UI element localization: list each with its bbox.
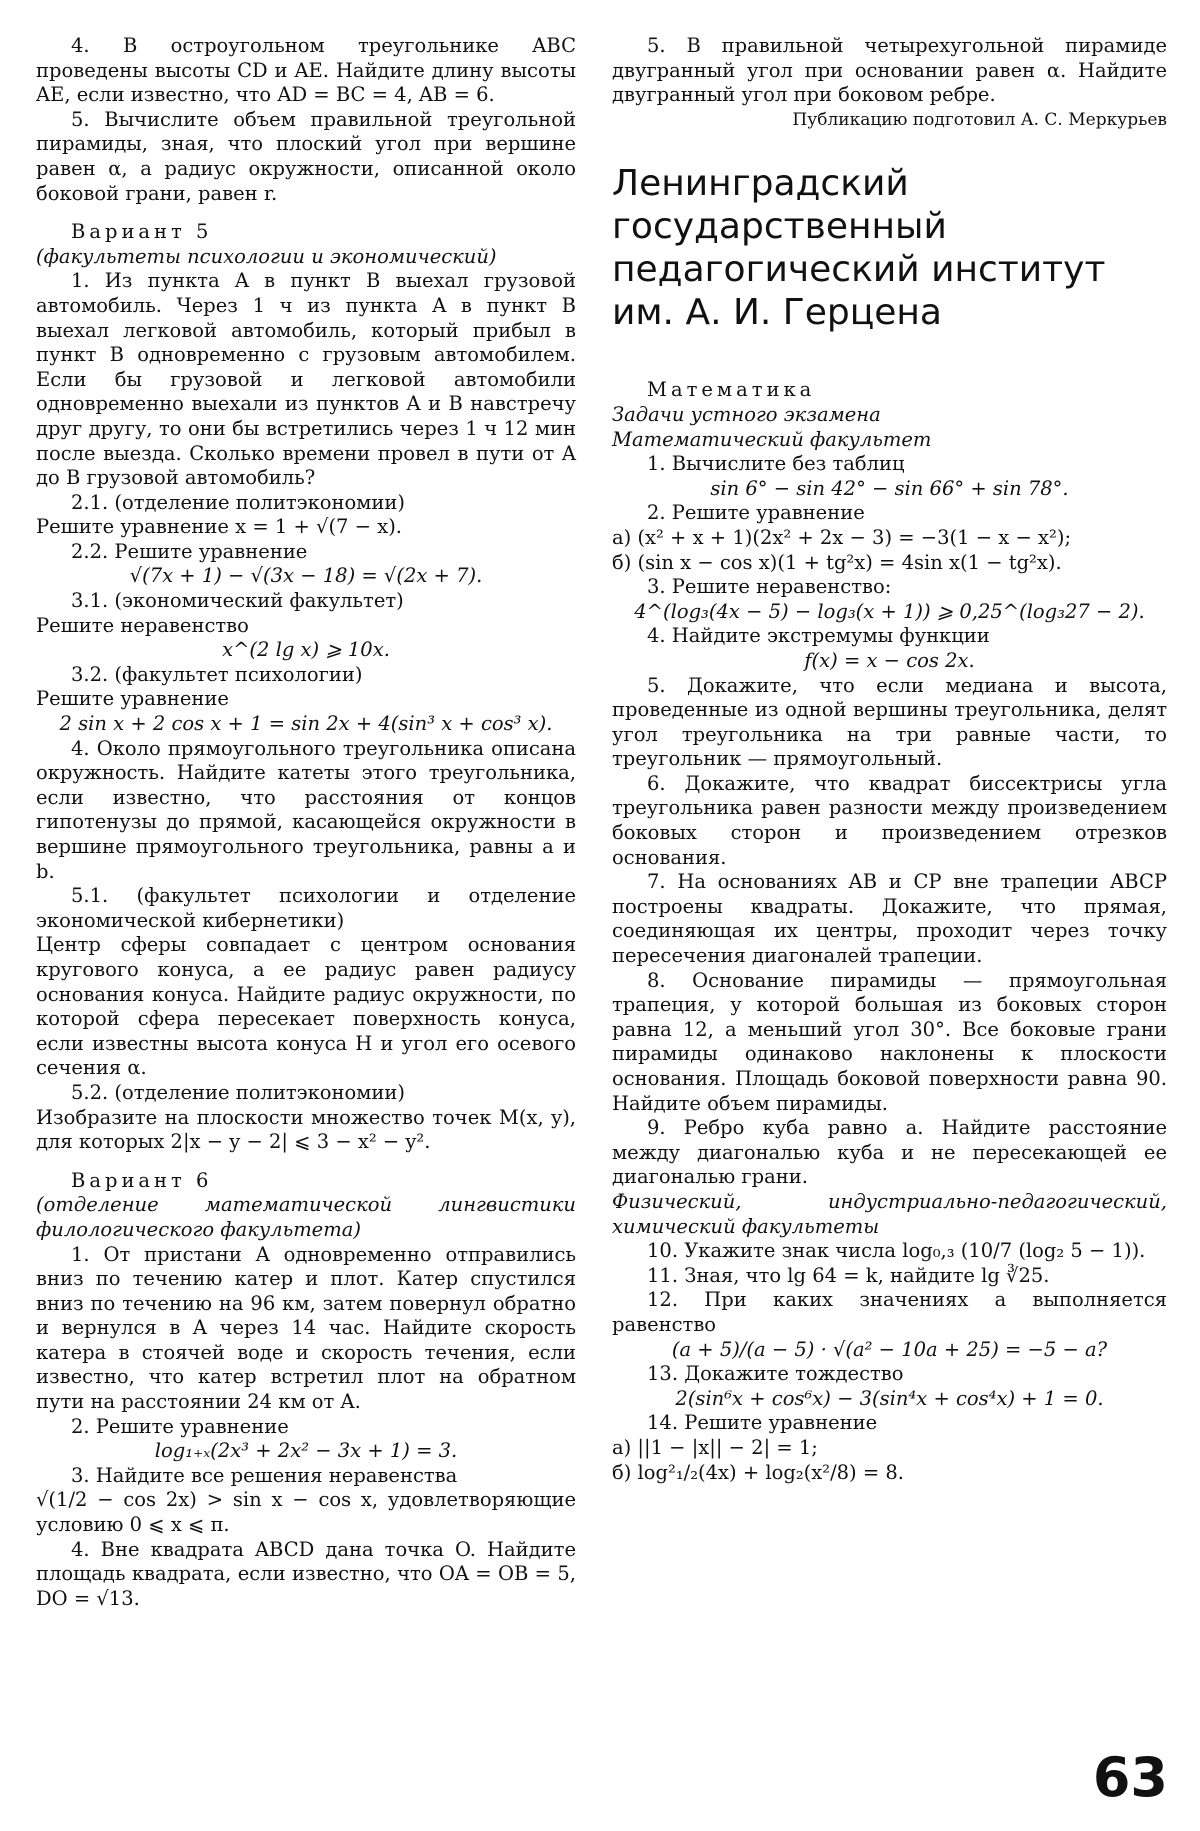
left-paragraph: Вариант 5	[71, 220, 213, 244]
left-paragraph: 2 sin x + 2 cos x + 1 = sin 2x + 4(sin³ x + cos³ x).	[59, 712, 553, 736]
right-main-block	[612, 378, 1167, 1485]
right-paragraph: а) (x² + x + 1)(2x² + 2x − 3) = −3(1 − x − x²);	[612, 525, 1072, 549]
right-paragraph: 10. Укажите знак числа log₀,₃ (10/7 (log₂ 5 − 1)).	[647, 1239, 1146, 1263]
right-paragraph: 5. Докажите, что если медиана и высота, проведенные из одной вершины треугольника, делят угол треугольника на три равные части, то треугольник — прямоугольный.	[612, 673, 1167, 771]
left-paragraph: Центр сферы совпадает с центром основания кругового конуса, а ее радиус равен радиусу основания конуса. Найдите радиус окружности, по которой сфера пересекает поверхность конуса, если известны высота конуса H и угол его осевого сечения α.	[36, 933, 576, 1080]
left-paragraph: 4. Вне квадрата ABCD дана точка O. Найдите площадь квадрата, если известно, что OA = OB = 5, DO = √13.	[36, 1537, 576, 1610]
left-paragraph: Решите уравнение	[36, 687, 229, 711]
right-paragraph: 4^(log₃(4x − 5) − log₃(x + 1)) ⩾ 0,25^(log₃27 − 2).	[634, 599, 1145, 623]
right-paragraph: 8. Основание пирамиды — прямоугольная трапеция, у которой большая из боковых сторон равна 12, а меньший угол 30°. Все боковые грани пирамиды одинаково наклонены к плоскости основания. Площадь боковой поверхности равна 90. Найдите объем пирамиды.	[612, 968, 1167, 1115]
right-paragraph: 9. Ребро куба равно a. Найдите расстояние между диагональю куба и не пересекающей ее диагональю грани.	[612, 1116, 1167, 1189]
left-paragraph: (отделение математической лингвистики филологического факультета)	[36, 1193, 576, 1241]
left-paragraph: 2.2. Решите уравнение	[71, 539, 308, 563]
right-paragraph: 13. Докажите тождество	[647, 1362, 904, 1386]
right-paragraph: Математический факультет	[612, 427, 932, 451]
left-paragraph: log₁₊ₓ(2x³ + 2x² − 3x + 1) = 3.	[154, 1439, 458, 1463]
left-paragraph: √(1/2 − cos 2x) > sin x − cos x, удовлетворяющие условию 0 ⩽ x ⩽ π.	[36, 1488, 576, 1537]
right-paragraph: 12. При каких значениях a выполняется равенство	[612, 1288, 1167, 1336]
left-paragraph: 5.1. (факультет психологии и отделение экономической кибернетики)	[36, 884, 576, 932]
left-column	[36, 34, 576, 1611]
right-paragraph: 2(sin⁶x + cos⁶x) − 3(sin⁴x + cos⁴x) + 1 = 0.	[675, 1386, 1104, 1410]
left-paragraph: 2.1. (отделение политэкономии)	[71, 490, 406, 514]
left-paragraph: x^(2 lg x) ⩾ 10x.	[222, 638, 390, 662]
left-paragraph: Изобразите на плоскости множество точек M(x, y), для которых 2|x − y − 2| ⩽ 3 − x² − y².	[36, 1105, 576, 1154]
left-paragraph: 3.1. (экономический факультет)	[71, 589, 404, 613]
right-top-paragraph: 5. В правильной четырехугольной пирамиде двугранный угол при основании равен α. Найдите двугранный угол при боковом ребре.	[612, 34, 1167, 107]
right-paragraph: 4. Найдите экстремумы функции	[647, 624, 990, 648]
left-paragraph: √(7x + 1) − √(3x − 18) = √(2x + 7).	[129, 564, 483, 588]
right-paragraph: а) ||1 − |x|| − 2| = 1;	[612, 1435, 818, 1459]
left-paragraph: 3.2. (факультет психологии)	[71, 662, 363, 686]
right-paragraph: 7. На основаниях AB и CP вне трапеции ABCP построены квадраты. Докажите, что прямая, соединяющая их центры, проходит через точку пересечения диагоналей трапеции.	[612, 870, 1167, 968]
right-top-paragraph: Публикацию подготовил А. С. Меркурьев	[792, 109, 1167, 130]
right-column	[612, 34, 1167, 1485]
right-paragraph: б) log²₁/₂(4x) + log₂(x²/8) = 8.	[612, 1460, 905, 1484]
right-paragraph: f(x) = x − cos 2x.	[804, 648, 975, 672]
left-paragraph: 1. Из пункта A в пункт B выехал грузовой автомобиль. Через 1 ч из пункта A в пункт B выехал легковой автомобиль, который прибыл в пункт B одновременно с грузовым автомобилем. Если бы грузовой и легковой автомобили одновременно выехали из пунктов A и B навстречу друг другу, то они бы встретились через 1 ч 12 мин после выезда. Сколько времени провел в пути от A до B грузовой автомобиль?	[36, 269, 576, 490]
right-paragraph: Задачи устного экзамена	[612, 402, 881, 426]
left-paragraph: 4. В остроугольном треугольнике ABC проведены высоты CD и AE. Найдите длину высоты AE, если известно, что AD = BC = 4, AB = 6.	[36, 34, 576, 107]
institute-title: Ленинградский государственный педагогический институт им. А. И. Герцена	[612, 163, 1106, 334]
right-paragraph: Физический, индустриально-педагогический, химический факультеты	[612, 1189, 1167, 1238]
right-paragraph: (a + 5)/(a − 5) · √(a² − 10a + 25) = −5 − a?	[671, 1337, 1108, 1361]
left-paragraph: Вариант 6	[71, 1168, 213, 1192]
right-paragraph: Математика	[647, 378, 816, 402]
right-paragraph: б) (sin x − cos x)(1 + tg²x) = 4sin x(1 − tg²x).	[612, 550, 1062, 574]
left-paragraph: 5. Вычислите объем правильной треугольной пирамиды, зная, что плоский угол при вершине равен α, а радиус окружности, описанной около боковой грани, равен r.	[36, 107, 576, 205]
right-paragraph: sin 6° − sin 42° − sin 66° + sin 78°.	[710, 476, 1069, 500]
left-paragraph: 4. Около прямоугольного треугольника описана окружность. Найдите катеты этого треугольника, если известно, что расстояния от концов гипотенузы до прямой, касающейся окружности в вершине прямоугольного треугольника, равны a и b.	[36, 736, 576, 883]
left-paragraph: Решите неравенство	[36, 613, 249, 637]
left-paragraph: 3. Найдите все решения неравенства	[71, 1463, 458, 1487]
left-paragraph: 2. Решите уравнение	[71, 1414, 289, 1438]
left-paragraph: Решите уравнение x = 1 + √(7 − x).	[36, 515, 402, 539]
right-paragraph: 3. Решите неравенство:	[647, 575, 892, 599]
right-top-block	[612, 34, 1167, 132]
right-paragraph: 6. Докажите, что квадрат биссектрисы угла треугольника равен разности между произведением боковых сторон и произведением отрезков основания.	[612, 771, 1167, 869]
right-paragraph: 11. Зная, что lg 64 = k, найдите lg ∛25.	[647, 1263, 1050, 1287]
left-paragraph: 1. От пристани A одновременно отправились вниз по течению катер и плот. Катер спустился вниз по течению на 96 км, затем повернул обратно и вернулся в A через 14 час. Найдите скорость катера в стоячей воде и скорость течения, если известно, что катер встретил плот на обратном пути на расстоянии 24 км от A.	[36, 1242, 576, 1414]
left-paragraph: 5.2. (отделение политэкономии)	[71, 1080, 406, 1104]
right-paragraph: 1. Вычислите без таблиц	[647, 452, 905, 476]
left-paragraph: (факультеты психологии и экономический)	[36, 244, 497, 268]
right-paragraph: 2. Решите уравнение	[647, 501, 865, 525]
page-number: 63	[1092, 1746, 1168, 1809]
right-paragraph: 14. Решите уравнение	[647, 1411, 878, 1435]
